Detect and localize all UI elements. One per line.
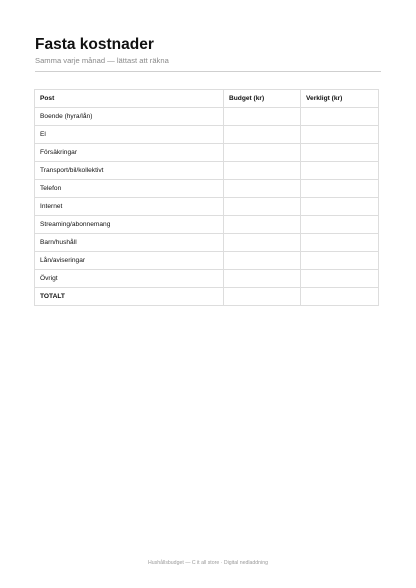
table-row (35, 144, 379, 162)
column-header-post: Post (35, 90, 224, 108)
page-footer: Hushållsbudget — C it all store · Digital nedladdning (148, 560, 268, 566)
table-row (35, 198, 379, 216)
fixed-costs-table (34, 89, 379, 306)
row-label: Övrigt (35, 270, 224, 288)
actual-cell[interactable] (301, 234, 379, 252)
title-divider (35, 71, 381, 72)
total-row (35, 288, 379, 306)
page-title: Fasta kostnader (35, 36, 154, 53)
actual-cell[interactable] (301, 144, 379, 162)
table-row (35, 270, 379, 288)
budget-cell[interactable] (224, 198, 301, 216)
budget-cell[interactable] (224, 234, 301, 252)
budget-cell[interactable] (224, 180, 301, 198)
actual-cell[interactable] (301, 162, 379, 180)
budget-cell[interactable] (224, 126, 301, 144)
row-label: Streaming/abonnemang (35, 216, 224, 234)
actual-cell[interactable] (301, 198, 379, 216)
row-label: Boende (hyra/lån) (35, 108, 224, 126)
actual-cell[interactable] (301, 216, 379, 234)
total-actual-cell[interactable] (301, 288, 379, 306)
row-label: Internet (35, 198, 224, 216)
row-label: Försäkringar (35, 144, 224, 162)
table-row (35, 126, 379, 144)
row-label: El (35, 126, 224, 144)
table-header-row (35, 90, 379, 108)
budget-cell[interactable] (224, 162, 301, 180)
actual-cell[interactable] (301, 252, 379, 270)
budget-cell[interactable] (224, 144, 301, 162)
column-header-actual: Verkligt (kr) (301, 90, 379, 108)
total-label: TOTALT (35, 288, 224, 306)
table-row (35, 180, 379, 198)
budget-cell[interactable] (224, 216, 301, 234)
actual-cell[interactable] (301, 270, 379, 288)
table-row (35, 252, 379, 270)
actual-cell[interactable] (301, 108, 379, 126)
page-subtitle: Samma varje månad — lättast att räkna (35, 56, 169, 65)
table-row (35, 162, 379, 180)
row-label: Barn/hushåll (35, 234, 224, 252)
budget-cell[interactable] (224, 108, 301, 126)
budget-cell[interactable] (224, 252, 301, 270)
actual-cell[interactable] (301, 180, 379, 198)
row-label: Telefon (35, 180, 224, 198)
budget-cell[interactable] (224, 270, 301, 288)
total-budget-cell[interactable] (224, 288, 301, 306)
table-row (35, 234, 379, 252)
row-label: Transport/bil/kollektivt (35, 162, 224, 180)
actual-cell[interactable] (301, 126, 379, 144)
row-label: Lån/aviseringar (35, 252, 224, 270)
table-row (35, 216, 379, 234)
table-row (35, 108, 379, 126)
column-header-budget: Budget (kr) (224, 90, 301, 108)
